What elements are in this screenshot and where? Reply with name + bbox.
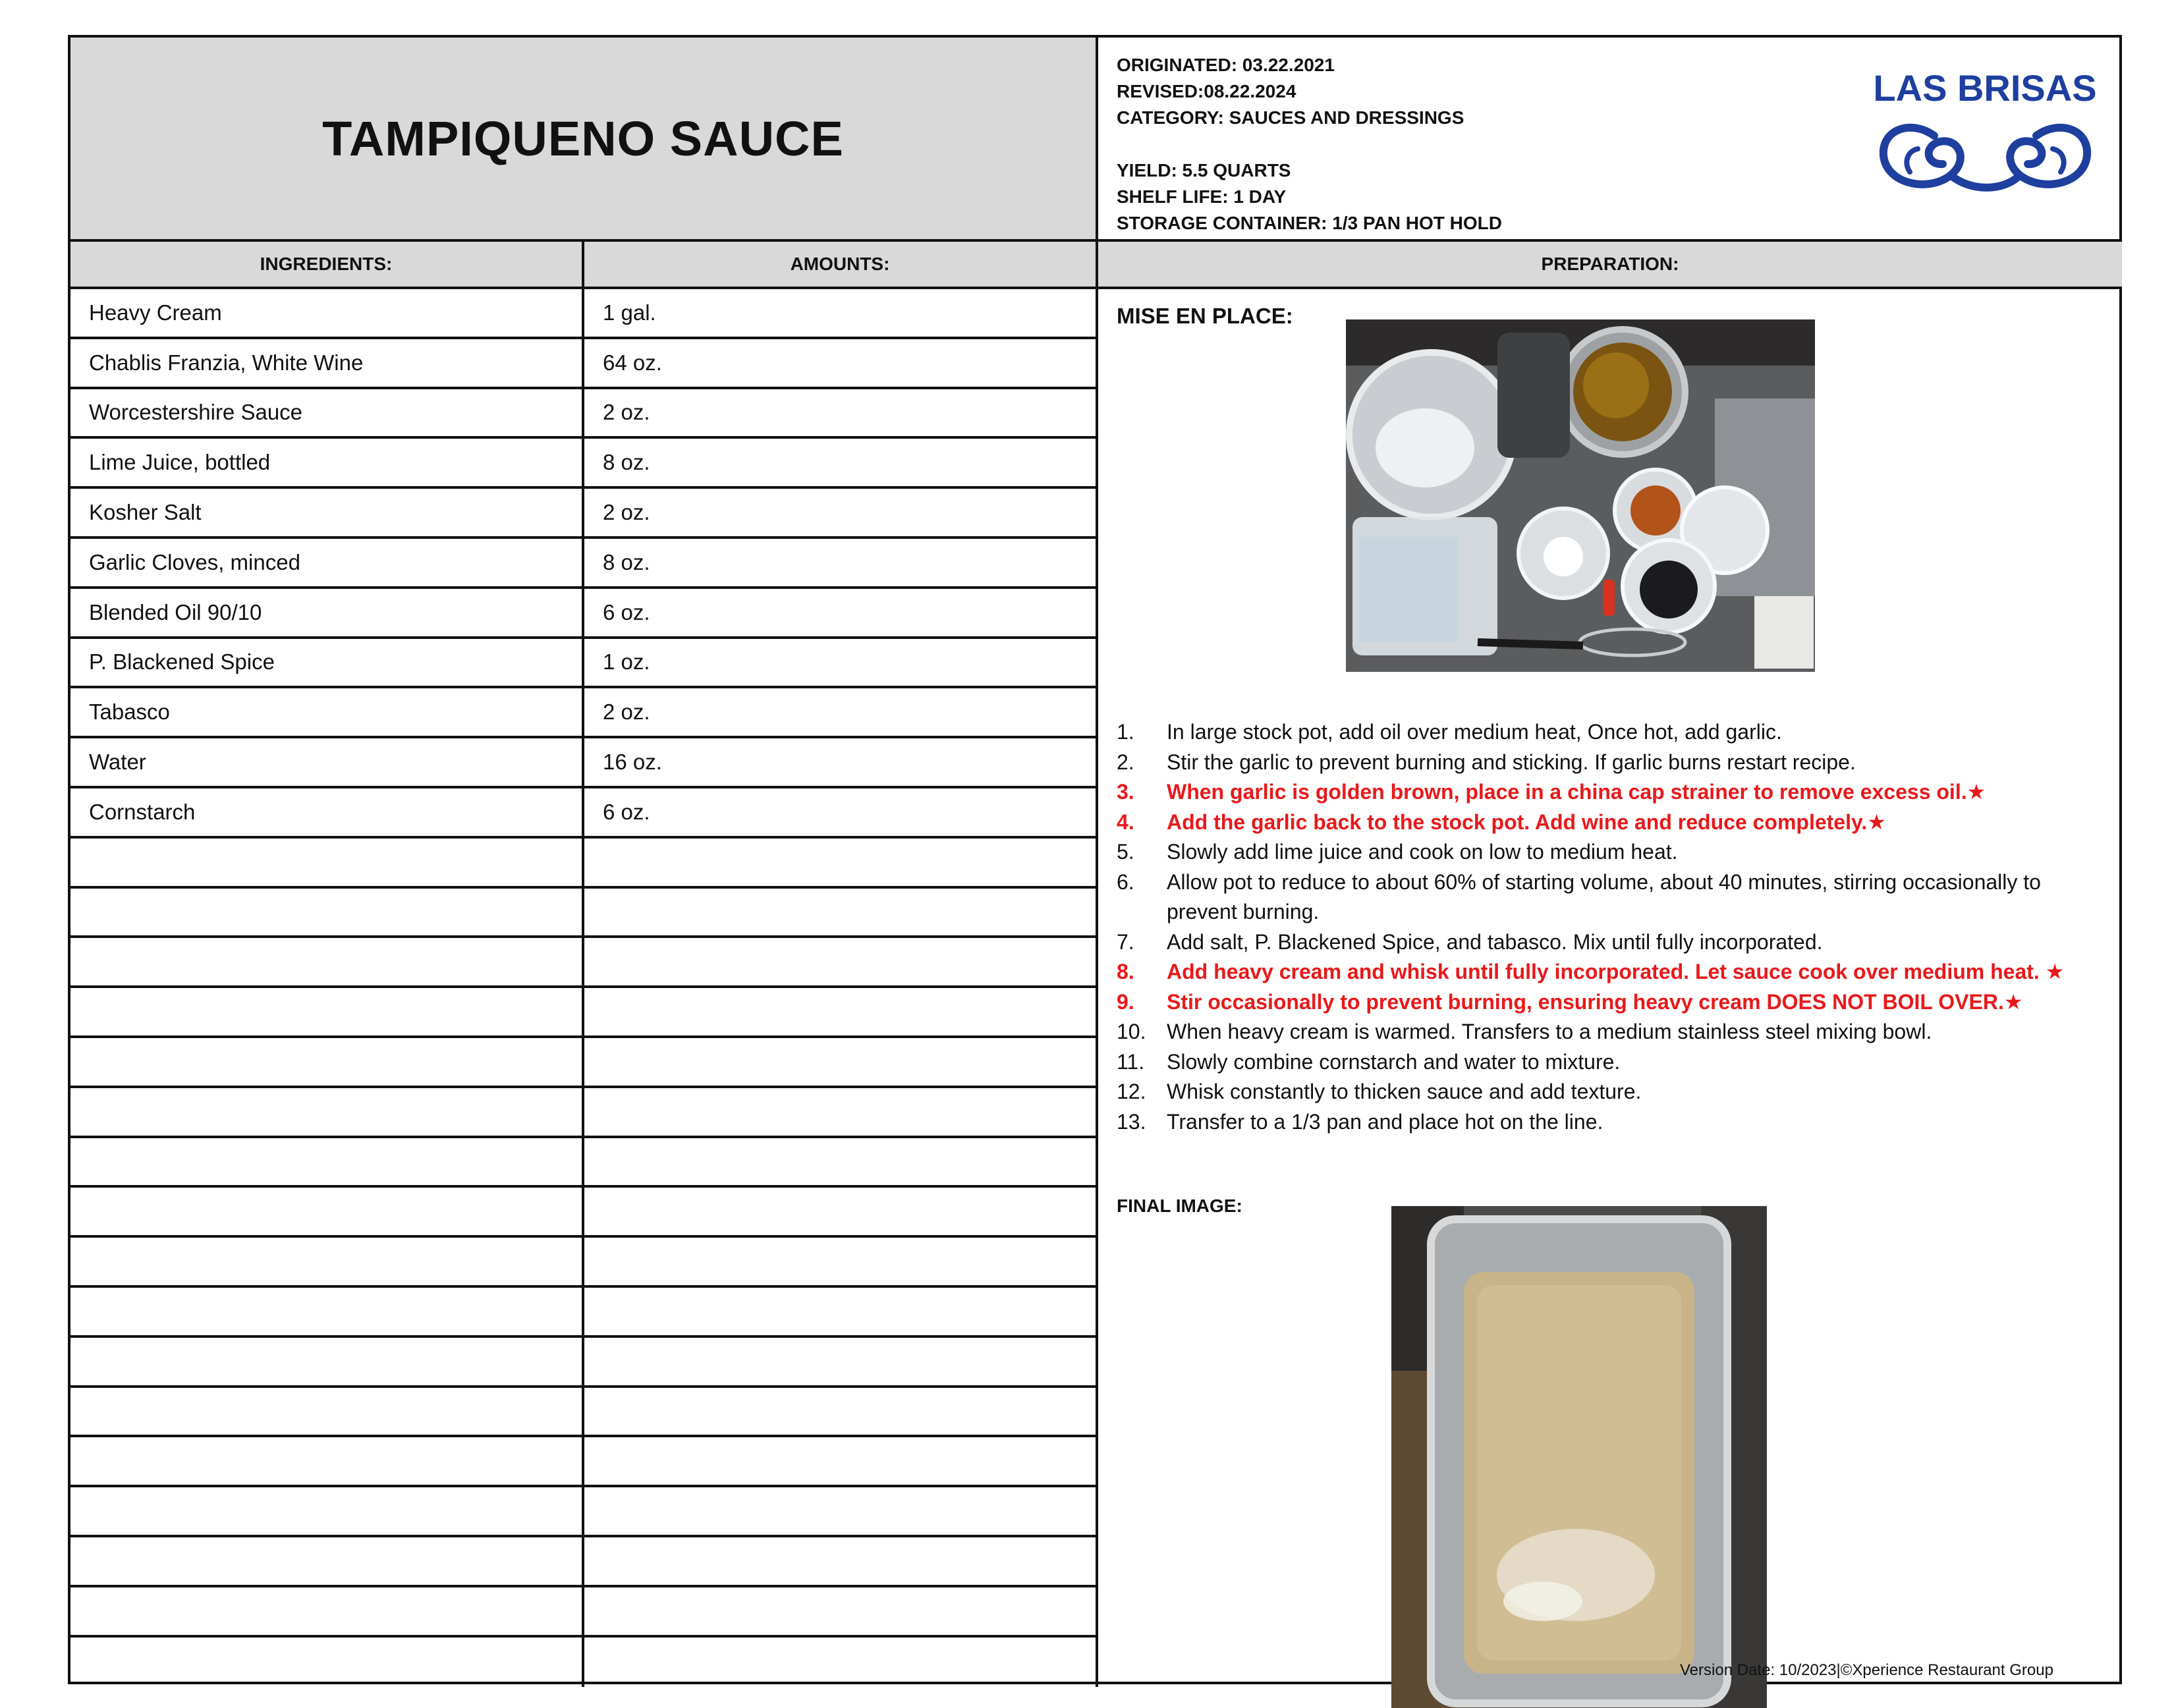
- ingredient-amount: 6 oz.: [584, 589, 1098, 636]
- ingredient-amount: 2 oz.: [584, 489, 1098, 536]
- ingredient-row: [70, 1288, 1098, 1338]
- step-number: 7.: [1117, 929, 1134, 954]
- ingredient-row: [70, 889, 1098, 939]
- ingredient-amount: [584, 889, 1098, 936]
- preparation-header: PREPARATION:: [1098, 242, 2122, 289]
- step-number: 6.: [1117, 869, 1134, 894]
- ingredient-row: [70, 938, 1098, 988]
- ingredient-amount: 1 gal.: [584, 289, 1098, 337]
- preparation-step: [1117, 808, 2105, 838]
- step-text: Stir occasionally to prevent burning, ensuring heavy cream DOES NOT BOIL OVER.★: [1167, 989, 2023, 1014]
- step-text: Whisk constantly to thicken sauce and add texture.: [1167, 1080, 1642, 1103]
- ingredient-row: [70, 1088, 1098, 1138]
- ingredient-name: [70, 1487, 584, 1535]
- ingredient-amount: 2 oz.: [584, 688, 1098, 736]
- ingredient-name: Lime Juice, bottled: [70, 439, 584, 486]
- ingredient-amount: 1 oz.: [584, 639, 1098, 686]
- ingredient-amount: [584, 1138, 1098, 1186]
- ingredient-row: [70, 1537, 1098, 1587]
- preparation-step: [1117, 927, 2105, 958]
- step-number: 3.: [1117, 780, 1134, 804]
- ingredient-row: [70, 1188, 1098, 1238]
- storage-container: STORAGE CONTAINER: 1/3 PAN HOT HOLD: [1117, 213, 1502, 233]
- ingredient-row: [70, 1238, 1098, 1288]
- step-number: 13.: [1117, 1109, 1146, 1134]
- ingredient-amount: [584, 1587, 1098, 1635]
- ingredient-row: [70, 1038, 1098, 1088]
- ingredient-name: Blended Oil 90/10: [70, 589, 584, 636]
- preparation-step: [1117, 868, 2105, 927]
- ingredient-row: [70, 439, 1098, 489]
- revised-date: REVISED:08.22.2024: [1117, 81, 1296, 101]
- preparation-step: [1117, 837, 2105, 868]
- step-text: Slowly combine cornstarch and water to mixture.: [1167, 1049, 1621, 1074]
- ingredient-amount: [584, 988, 1098, 1035]
- ingredient-amount: [584, 1088, 1098, 1136]
- preparation-step: [1117, 1017, 2105, 1047]
- ingredient-amount: [584, 938, 1098, 985]
- ingredient-name: Kosher Salt: [70, 489, 584, 536]
- ingredient-amount: [584, 1038, 1098, 1086]
- ingredient-name: [70, 1188, 584, 1235]
- preparation-step: [1117, 1107, 2105, 1138]
- logo-text: LAS BRISAS: [1873, 67, 2097, 109]
- ingredient-amount: [584, 1238, 1098, 1285]
- mise-en-place-photo: [1346, 319, 1815, 672]
- mise-en-place-label: MISE EN PLACE:: [1117, 304, 1293, 328]
- ingredient-name: [70, 1537, 584, 1585]
- ingredients-table: [70, 289, 1098, 1687]
- ingredient-row: [70, 1437, 1098, 1487]
- ingredient-name: Tabasco: [70, 688, 584, 736]
- ingredient-name: [70, 839, 584, 886]
- recipe-title: TAMPIQUENO SAUCE: [322, 111, 844, 166]
- title-cell: [70, 38, 1098, 242]
- step-number: 12.: [1117, 1080, 1146, 1103]
- preparation-panel: [1098, 289, 2122, 1684]
- step-text: Allow pot to reduce to about 60% of starting volume, about 40 minutes, stirring occasionally to prevent burning.: [1167, 869, 2041, 923]
- ingredient-name: [70, 938, 584, 985]
- ingredient-name: Water: [70, 738, 584, 786]
- ingredient-name: [70, 1238, 584, 1285]
- step-text: Add the garlic back to the stock pot. Add wine and reduce completely.★: [1167, 810, 1886, 834]
- step-text: In large stock pot, add oil over medium heat, Once hot, add garlic.: [1167, 720, 1782, 744]
- preparation-step: [1117, 987, 2105, 1018]
- ingredient-name: Worcestershire Sauce: [70, 389, 584, 437]
- ingredient-amount: [584, 1188, 1098, 1235]
- ingredient-row: [70, 339, 1098, 389]
- ingredient-name: [70, 889, 584, 936]
- ingredient-row: [70, 589, 1098, 639]
- ingredient-amount: 8 oz.: [584, 439, 1098, 486]
- step-text: Transfer to a 1/3 pan and place hot on the line.: [1167, 1109, 1603, 1134]
- ingredient-name: Cornstarch: [70, 788, 584, 836]
- preparation-step: [1117, 1047, 2105, 1078]
- ingredient-name: [70, 1388, 584, 1435]
- final-image-photo: [1391, 1206, 1767, 1708]
- recipe-sheet: [68, 35, 2122, 1684]
- amounts-header: AMOUNTS:: [584, 242, 1098, 289]
- ingredient-row: [70, 1388, 1098, 1438]
- ingredient-name: [70, 988, 584, 1035]
- step-text: Add salt, P. Blackened Spice, and tabasco. Mix until fully incorporated.: [1167, 929, 1823, 954]
- step-number: 1.: [1117, 720, 1134, 744]
- ingredient-row: [70, 1587, 1098, 1638]
- step-number: 5.: [1117, 840, 1134, 864]
- step-text: When garlic is golden brown, place in a china cap strainer to remove excess oil.★: [1167, 780, 1986, 804]
- ingredient-amount: [584, 1437, 1098, 1485]
- ingredient-name: [70, 1437, 584, 1485]
- step-text: Add heavy cream and whisk until fully incorporated. Let sauce cook over medium heat. ★: [1167, 960, 2065, 983]
- preparation-step: [1117, 1077, 2105, 1107]
- step-number: 4.: [1117, 810, 1134, 834]
- ingredient-amount: [584, 1288, 1098, 1335]
- shelf-life: SHELF LIFE: 1 DAY: [1117, 186, 1287, 207]
- ingredient-row: [70, 289, 1098, 339]
- ingredient-row: [70, 639, 1098, 689]
- ingredient-row: [70, 688, 1098, 738]
- ingredient-amount: [584, 1338, 1098, 1385]
- ingredient-name: [70, 1138, 584, 1186]
- ingredient-row: [70, 1487, 1098, 1537]
- ingredients-header: INGREDIENTS:: [70, 242, 584, 289]
- ingredient-row: [70, 738, 1098, 788]
- final-image-label: FINAL IMAGE:: [1117, 1196, 1242, 1216]
- step-text: When heavy cream is warmed. Transfers to a medium stainless steel mixing bowl.: [1167, 1020, 1932, 1043]
- ingredient-amount: [584, 839, 1098, 886]
- step-number: 2.: [1117, 750, 1134, 774]
- step-number: 10.: [1117, 1020, 1146, 1043]
- category: CATEGORY: SAUCES AND DRESSINGS: [1117, 107, 1464, 128]
- preparation-step: [1117, 717, 2105, 748]
- ingredient-row: [70, 1138, 1098, 1188]
- ingredient-amount: 64 oz.: [584, 339, 1098, 387]
- ingredient-amount: [584, 1487, 1098, 1535]
- ingredient-amount: 8 oz.: [584, 539, 1098, 586]
- ingredient-row: [70, 389, 1098, 439]
- ingredient-amount: 2 oz.: [584, 389, 1098, 437]
- step-number: 8.: [1117, 960, 1134, 983]
- ingredient-name: [70, 1088, 584, 1136]
- step-number: 11.: [1117, 1049, 1145, 1074]
- preparation-steps: [1117, 717, 2105, 1137]
- recipe-meta: [1098, 38, 2122, 242]
- ingredient-row: [70, 1338, 1098, 1388]
- ingredient-name: P. Blackened Spice: [70, 639, 584, 686]
- ingredient-row: [70, 489, 1098, 539]
- step-text: Slowly add lime juice and cook on low to medium heat.: [1167, 840, 1678, 864]
- preparation-step: [1117, 957, 2105, 987]
- ingredient-row: [70, 839, 1098, 889]
- ingredient-name: Chablis Franzia, White Wine: [70, 339, 584, 387]
- preparation-step: [1117, 748, 2105, 778]
- yield: YIELD: 5.5 QUARTS: [1117, 160, 1291, 180]
- ingredient-name: [70, 1587, 584, 1635]
- preparation-step: [1117, 777, 2105, 808]
- las-brisas-logo: [1872, 67, 2099, 198]
- ingredient-name: Garlic Cloves, minced: [70, 539, 584, 586]
- ingredient-amount: 16 oz.: [584, 738, 1098, 786]
- ingredient-amount: [584, 1388, 1098, 1435]
- ingredient-row: [70, 539, 1098, 589]
- version-footer: Version Date: 10/2023|©Xperience Restaurant Group: [1680, 1661, 2053, 1679]
- ingredient-name: [70, 1038, 584, 1086]
- ingredient-amount: [584, 1537, 1098, 1585]
- ingredient-name: Heavy Cream: [70, 289, 584, 337]
- originated-date: ORIGINATED: 03.22.2021: [1117, 55, 1335, 75]
- ingredient-amount: 6 oz.: [584, 788, 1098, 836]
- step-text: Stir the garlic to prevent burning and sticking. If garlic burns restart recipe.: [1167, 750, 1856, 774]
- ingredient-row: [70, 988, 1098, 1038]
- ingredient-name: [70, 1338, 584, 1385]
- step-number: 9.: [1117, 989, 1134, 1014]
- ingredient-name: [70, 1288, 584, 1335]
- ingredient-row: [70, 788, 1098, 839]
